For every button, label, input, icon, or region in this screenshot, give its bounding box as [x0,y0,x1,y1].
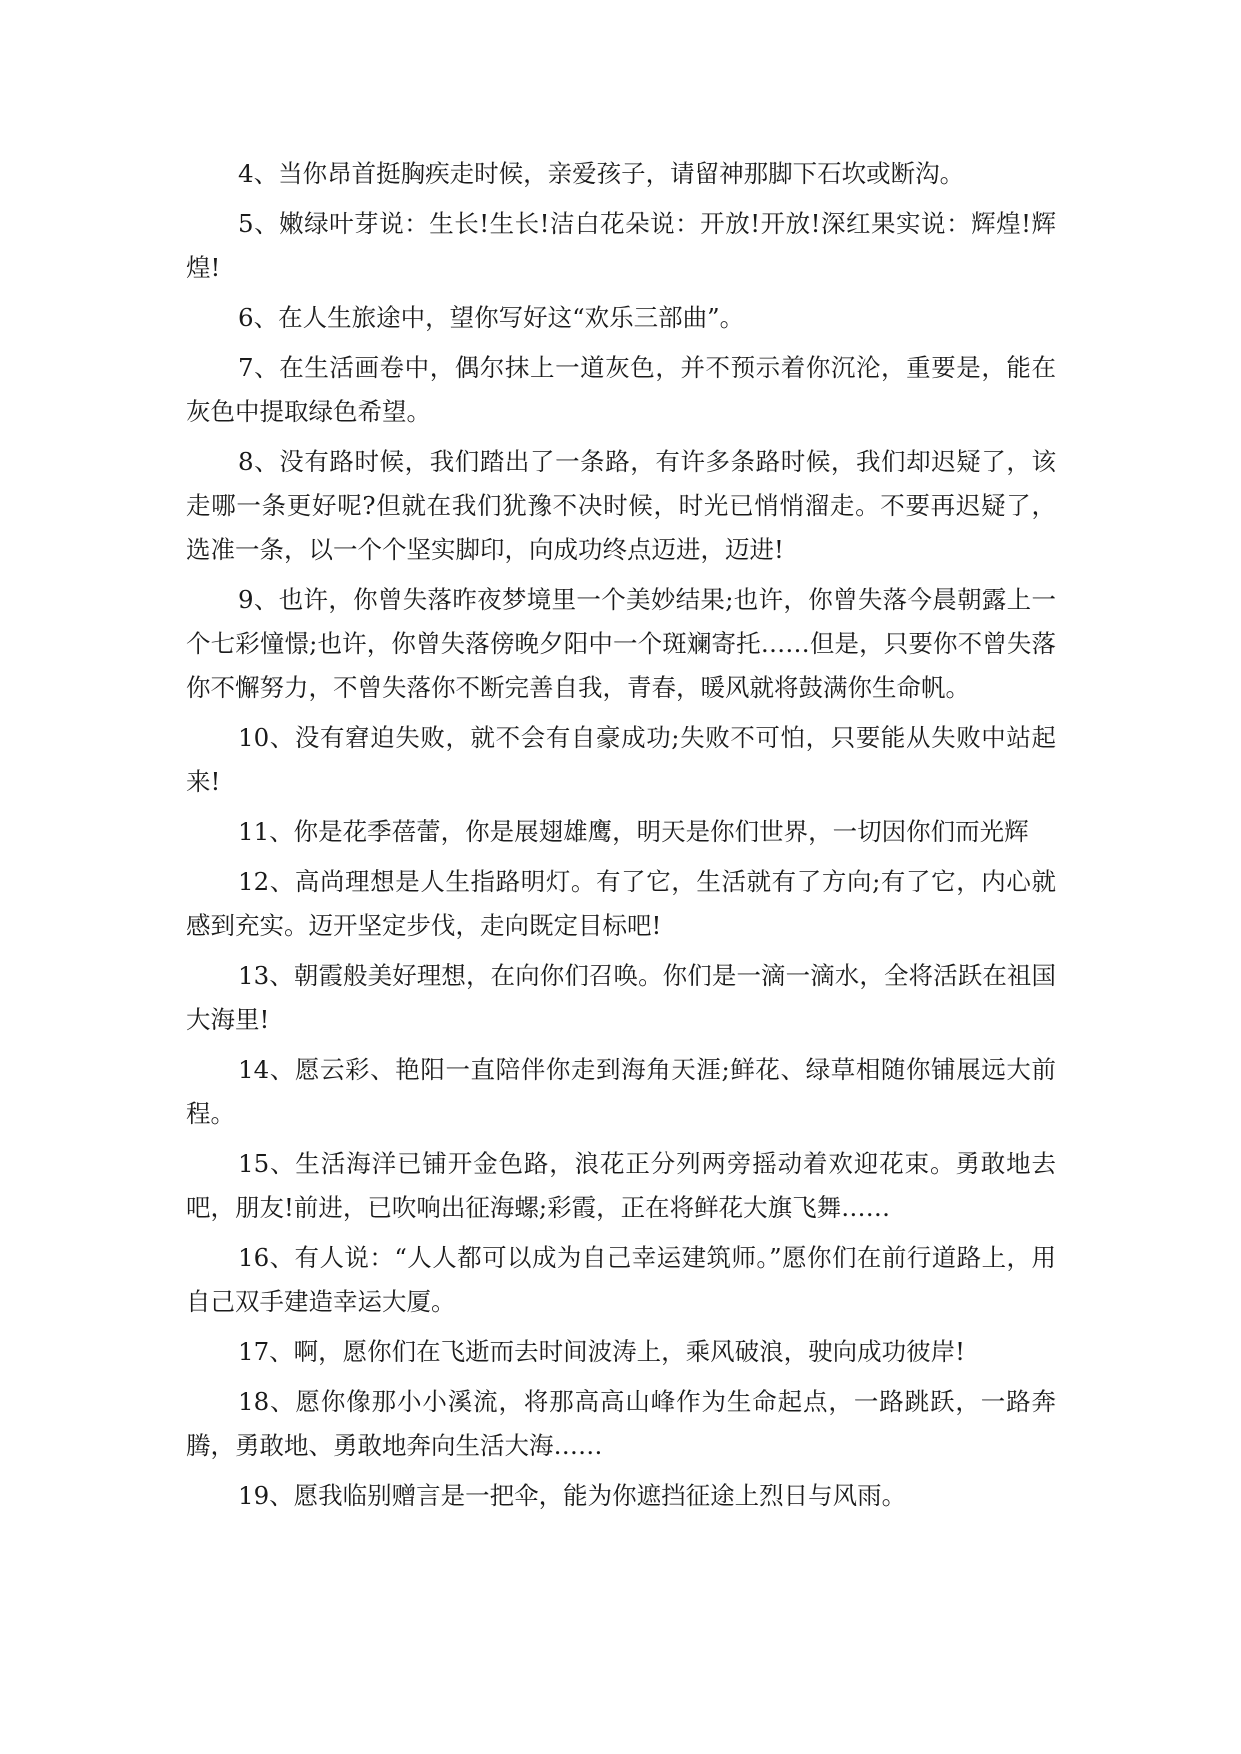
paragraph-8: 8、没有路时候，我们踏出了一条路，有许多条路时候，我们却迟疑了，该走哪一条更好呢?但就在我们犹豫不决时候，时光已悄悄溜走。不要再迟疑了，选准一条，以一个个坚实脚印，向成功终点迈进，迈进! [186,447,1056,564]
paragraph-4: 4、当你昂首挺胸疾走时候，亲爱孩子，请留神那脚下石坎或断沟。 [238,159,965,188]
document-body [186,152,1056,1524]
paragraph-6: 6、在人生旅途中，望你写好这“欢乐三部曲”。 [238,303,745,332]
paragraph-12: 12、高尚理想是人生指路明灯。有了它，生活就有了方向;有了它，内心就感到充实。迈开坚定步伐，走向既定目标吧! [186,867,1056,940]
paragraph-10: 10、没有窘迫失败，就不会有自豪成功;失败不可怕，只要能从失败中站起来! [186,723,1056,796]
paragraph-15: 15、生活海洋已铺开金色路，浪花正分列两旁摇动着欢迎花束。勇敢地去吧，朋友!前进，已吹响出征海螺;彩霞，正在将鲜花大旗飞舞…… [186,1149,1056,1222]
paragraph-13: 13、朝霞般美好理想，在向你们召唤。你们是一滴一滴水，全将活跃在祖国大海里! [186,961,1056,1034]
paragraph-9: 9、也许，你曾失落昨夜梦境里一个美妙结果;也许，你曾失落今晨朝露上一个七彩憧憬;也许，你曾失落傍晚夕阳中一个斑斓寄托……但是，只要你不曾失落你不懈努力，不曾失落你不断完善自我，青春，暖风就将鼓满你生命帆。 [186,585,1056,702]
paragraph-18: 18、愿你像那小小溪流，将那高高山峰作为生命起点，一路跳跃，一路奔腾，勇敢地、勇敢地奔向生活大海…… [186,1387,1056,1460]
paragraph-19: 19、愿我临别赠言是一把伞，能为你遮挡征途上烈日与风雨。 [238,1481,907,1510]
paragraph-16: 16、有人说：“人人都可以成为自己幸运建筑师。”愿你们在前行道路上，用自己双手建造幸运大厦。 [186,1243,1056,1316]
paragraph-17: 17、啊，愿你们在飞逝而去时间波涛上，乘风破浪，驶向成功彼岸! [238,1337,966,1366]
paragraph-5: 5、嫩绿叶芽说：生长!生长!洁白花朵说：开放!开放!深红果实说：辉煌!辉煌! [186,209,1056,282]
paragraph-7: 7、在生活画卷中，偶尔抹上一道灰色，并不预示着你沉沦，重要是，能在灰色中提取绿色希望。 [186,353,1056,426]
paragraph-11: 11、你是花季蓓蕾，你是展翅雄鹰，明天是你们世界，一切因你们而光辉 [238,817,1029,846]
paragraph-14: 14、愿云彩、艳阳一直陪伴你走到海角天涯;鲜花、绿草相随你铺展远大前程。 [186,1055,1056,1128]
